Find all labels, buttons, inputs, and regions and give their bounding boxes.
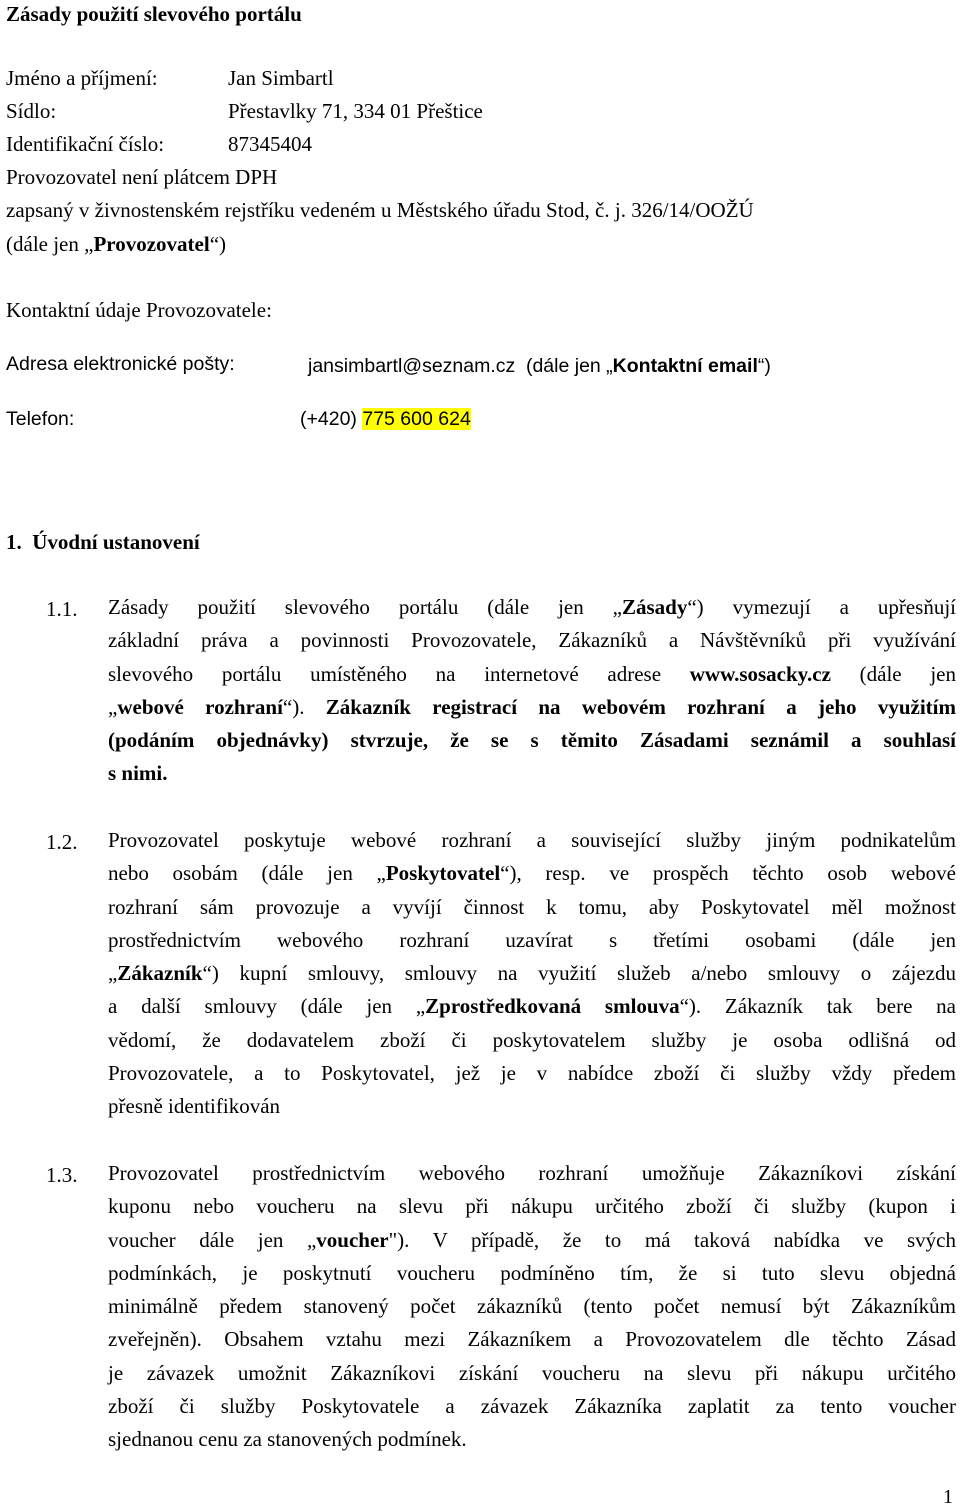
vat-line: Provozovatel není plátcem DPH: [6, 165, 278, 189]
name-value: Jan Simbartl: [228, 66, 334, 90]
page-title: Zásady použití slevového portálu: [6, 2, 302, 26]
id-label: Identifikační číslo:: [6, 132, 165, 156]
page-number: 1: [943, 1486, 953, 1508]
text-run: “). Zákazník tak bere na: [679, 994, 956, 1019]
bold-term: (podáním objednávky) stvrzuje, že se s těmito Zásadami seznámil a souhlasí: [108, 728, 956, 753]
text-line: minimálně předem stanovený počet zákazníků (tento počet nemusí být Zákazníkům: [108, 1294, 956, 1319]
text-line: podmínkách, je poskytnutí voucheru podmíněno tím, že si tuto slevu objedná: [108, 1260, 956, 1285]
text-line: zveřejněn). Obsahem vztahu mezi Zákazníkem a Provozovatelem dle těchto Zásad: [108, 1327, 956, 1352]
bold-term: Zákazník registrací na webovém rozhraní a jeho využitím: [325, 694, 956, 719]
text-line: vědomí, že dodavatelem zboží či poskytovatelem služby je osoba odlišná od: [108, 1027, 956, 1052]
seat-value: Přestavlky 71, 334 01 Přeštice: [228, 99, 483, 123]
text-run: “) vymezují a upřesňují: [687, 595, 956, 619]
contact-heading: Kontaktní údaje Provozovatele:: [6, 298, 272, 322]
text-line: [108, 990, 956, 1023]
text-run: "). V případě, že to má taková nabídka ve svých: [388, 1227, 956, 1252]
email-alias-post: “): [757, 355, 771, 377]
text-line: kuponu nebo voucheru na slevu při nákupu určitého zboží či služby (kupon i: [108, 1194, 956, 1219]
id-value: 87345404: [228, 132, 312, 156]
text-line: je závazek umožnit Zákazníkovi získání voucheru na slevu při nákupu určitého: [108, 1360, 956, 1385]
seat-label: Sídlo:: [6, 99, 57, 123]
text-line: Provozovatele, a to Poskytovatel, jež je v nabídce zboží či služby vždy předem: [108, 1061, 956, 1086]
text-run: Zásady použití slevového portálu (dále jen „: [108, 595, 622, 619]
text-line: základní práva a povinnosti Provozovatele, Zákazníků a Návštěvníků při využívání: [108, 628, 956, 653]
text-line: [108, 591, 956, 624]
text-run: „: [108, 694, 118, 719]
bold-term: webové rozhraní: [117, 694, 283, 719]
bold-term: s nimi.: [108, 761, 168, 786]
clause-1-1: [108, 591, 956, 791]
phone-label: Telefon:: [6, 408, 75, 430]
email-label: Adresa elektronické pošty:: [6, 353, 235, 375]
phone-number[interactable]: 775 600 624: [362, 408, 471, 430]
email-row: [308, 355, 771, 377]
text-run: voucher dále jen „: [108, 1227, 317, 1252]
text-line: Provozovatel poskytuje webové rozhraní a související služby jiným podnikatelům: [108, 828, 956, 852]
alias-post: “): [209, 232, 227, 256]
text-line: prostřednictvím webového rozhraní uzavírat s třetími osobami (dále jen: [108, 927, 956, 952]
text-run: nebo osobám (dále jen „: [108, 861, 386, 886]
text-line: Provozovatel prostřednictvím webového rozhraní umožňuje Zákazníkovi získání: [108, 1161, 956, 1185]
text-line: [108, 857, 956, 890]
bold-term: Zákazník: [117, 961, 203, 986]
website-link[interactable]: www.sosacky.cz: [689, 661, 831, 686]
text-run: “) kupní smlouvy, smlouvy na využití služeb a/nebo smlouvy o zájezdu: [202, 961, 956, 986]
alias-pre: (dále jen „: [6, 232, 94, 256]
text-run: “), resp. ve prospěch těchto osob webové: [500, 861, 957, 886]
text-line: [108, 757, 956, 790]
text-line: [108, 724, 956, 757]
text-run: “).: [282, 694, 326, 719]
bold-term: Poskytovatel: [385, 861, 501, 886]
text-run: slevového portálu umístěného na internetové adrese: [108, 661, 690, 686]
email-link[interactable]: jansimbartl@seznam.cz: [308, 355, 516, 377]
registry-line: zapsaný v živnostenském rejstříku vedeném u Městského úřadu Stod, č. j. 326/14/OOŽÚ: [6, 198, 754, 222]
phone-prefix: (+420): [300, 408, 357, 430]
email-alias-term: Kontaktní email: [612, 355, 758, 377]
clause-number: 1.3.: [46, 1163, 78, 1187]
email-alias-pre: (dále jen „: [525, 355, 613, 377]
text-line: zboží či služby Poskytovatele a závazek Zákazníka zaplatit za tento voucher: [108, 1394, 956, 1419]
text-run: a další smlouvy (dále jen „: [108, 994, 426, 1019]
text-line: [108, 1224, 956, 1257]
alias-term: Provozovatel: [93, 232, 210, 256]
text-line: [108, 957, 956, 990]
operator-alias: [6, 234, 226, 255]
text-run: (dále jen: [830, 661, 957, 686]
phone-row: [300, 410, 471, 430]
section-heading: 1. Úvodní ustanovení: [6, 530, 200, 554]
text-line: sjednanou cenu za stanovených podmínek.: [108, 1427, 467, 1452]
name-label: Jméno a příjmení:: [6, 66, 158, 90]
bold-term: voucher: [316, 1227, 389, 1252]
clause-1-3: [108, 1157, 956, 1457]
text-line: rozhraní sám provozuje a vyvíjí činnost k tomu, aby Poskytovatel měl možnost: [108, 894, 956, 919]
clause-number: 1.1.: [46, 597, 78, 621]
text-line: [108, 658, 956, 691]
text-line: přesně identifikován: [108, 1094, 281, 1119]
clause-1-2: [108, 824, 956, 1124]
text-run: „: [108, 961, 118, 986]
clause-number: 1.2.: [46, 830, 78, 854]
bold-term: Zprostředkovaná smlouva: [425, 994, 680, 1019]
text-line: [108, 691, 956, 724]
bold-term: Zásady: [621, 595, 688, 619]
